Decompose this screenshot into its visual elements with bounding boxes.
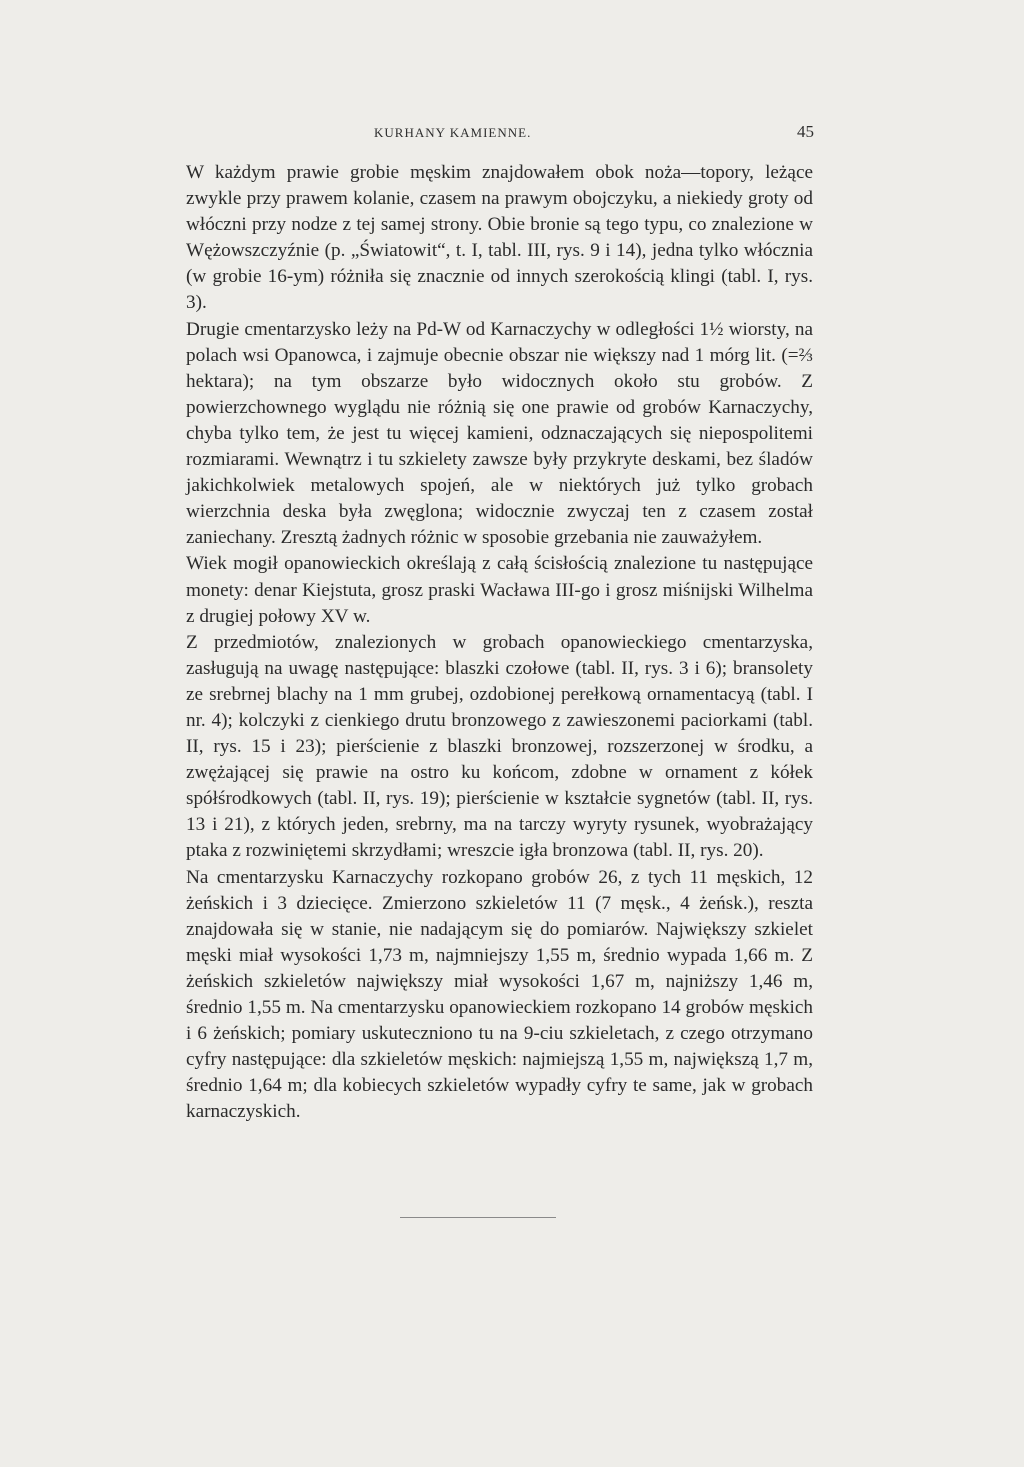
running-title: KURHANY KAMIENNE. (374, 125, 532, 140)
body-text (186, 160, 813, 1125)
paragraph-5: Na cmentarzysku Karnaczychy rozkopano grobów 26, z tych 11 męskich, 12 żeńskich i 3 dziecięce. Zmierzono szkieletów 11 (7 męsk., 4 żeńsk.), reszta znajdowała się w stanie, nie nadającym się do pomiarów. Największy szkielet męski miał wysokości 1,73 m, najmniejszy 1,55 m, średnio wypada 1,66 m. Z żeńskich szkieletów największy miał wysokości 1,67 m, najniższy 1,46 m, średnio 1,55 m. Na cmentarzysku opanowieckiem rozkopano 14 grobów męskich i 6 żeńskich; pomiary uskuteczniono tu na 9-ciu szkieletach, z czego otrzymano cyfry następujące: dla szkieletów męskich: najmiejszą 1,55 m, największą 1,7 m, średnio 1,64 m; dla kobiecych szkieletów wypadły cyfry te same, jak w grobach karnaczyskich. (186, 866, 813, 1123)
paragraph-2: Drugie cmentarzysko leży na Pd-W od Karnaczychy w odległości 1½ wiorsty, na polach wsi Opanowca, i zajmuje obecnie obszar nie większy nad 1 mórg lit. (=⅔ hektara); na tym obszarze było widocznych około stu grobów. Z powierzchownego wyglądu nie różnią się one prawie od grobów Karnaczychy, chyba tylko tem, że jest tu więcej kamieni, odznaczających się niepospolitemi rozmiarami. Wewnątrz i tu szkielety zawsze były przykryte deskami, bez śladów jakichkolwiek metalowych spojeń, ale w niektórych już tylko grobach wierzchnia deska była zwęglona; widocznie zwyczaj ten z czasem został zaniechany. Zresztą żadnych różnic w sposobie grzebania nie zauważyłem. (186, 318, 813, 549)
end-rule (400, 1217, 556, 1218)
paragraph-4: Z przedmiotów, znalezionych w grobach opanowieckiego cmentarzyska, zasługują na uwagę następujące: blaszki czołowe (tabl. II, rys. 3 i 6); bransolety ze srebrnej blachy na 1 mm grubej, ozdobionej perełkową ornamentacyą (tabl. I nr. 4); kolczyki z cienkiego drutu bronzowego z zawieszonemi paciorkami (tabl. II, rys. 15 i 23); pierścienie z blaszki bronzowej, rozszerzonej w środku, a zwężającej się prawie na ostro ku końcom, zdobne w ornament z kółek spółśrodkowych (tabl. II, rys. 19); pierścienie w kształcie sygnetów (tabl. II, rys. 13 i 21), z których jeden, srebrny, ma na tarczy wyryty rysunek, wyobrażający ptaka z rozwiniętemi skrzydłami; wreszcie igła bronzowa (tabl. II, rys. 20). (186, 631, 813, 862)
page-number: 45 (797, 122, 814, 141)
page-header (190, 122, 820, 146)
paragraph-1: W każdym prawie grobie męskim znajdowałem obok noża—topory, leżące zwykle przy prawem kolanie, czasem na prawym obojczyku, a niekiedy groty od włóczni przy nodze z tej samej strony. Obie bronie są tego typu, co znalezione w Wężowszczyźnie (p. „Światowit“, t. I, tabl. III, rys. 9 i 14), jedna tylko włócznia (w grobie 16-ym) różniła się znacznie od innych szerokością klingi (tabl. I, rys. 3). (186, 162, 813, 314)
paragraph-3: Wiek mogił opanowieckich określają z całą ścisłością znalezione tu następujące monety: denar Kiejstuta, grosz praski Wacława III-go i grosz miśnijski Wilhelma z drugiej połowy XV w. (186, 553, 813, 627)
